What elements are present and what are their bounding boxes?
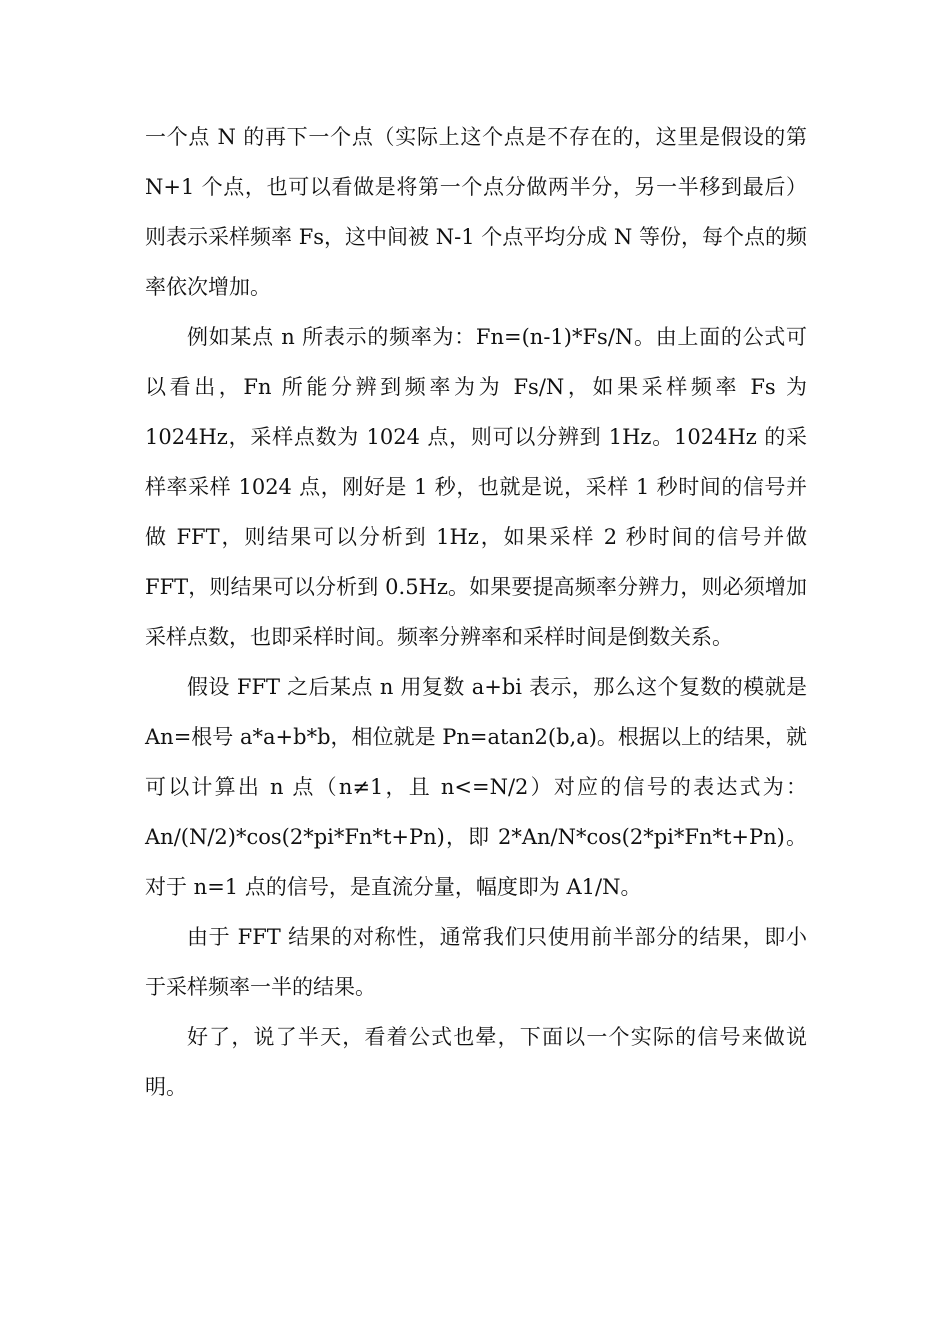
paragraph-3: 假设 FFT 之后某点 n 用复数 a+bi 表示，那么这个复数的模就是 An=根号 a*a+b*b，相位就是 Pn=atan2(b,a)。根据以上的结果，就可以计算出 n 点（n≠1，且 n<=N/2）对应的信号的表达式为：An/(N/2)*cos(2*pi*Fn*t+Pn)，即 2*An/N*cos(2*pi*Fn*t+Pn)。对于 n=1 点的信号，是直流分量，幅度即为 A1/N。: [145, 675, 807, 899]
document-page: [145, 112, 807, 1112]
paragraph-2: 例如某点 n 所表示的频率为：Fn=(n-1)*Fs/N。由上面的公式可以看出，Fn 所能分辨到频率为为 Fs/N，如果采样频率 Fs 为 1024Hz，采样点数为 1024 点，则可以分辨到 1Hz。1024Hz 的采样率采样 1024 点，刚好是 1 秒，也就是说，采样 1 秒时间的信号并做 FFT，则结果可以分析到 1Hz，如果采样 2 秒时间的信号并做 FFT，则结果可以分析到 0.5Hz。如果要提高频率分辨力，则必须增加采样点数，也即采样时间。频率分辨率和采样时间是倒数关系。: [145, 325, 807, 649]
paragraph-5: 好了，说了半天，看着公式也晕，下面以一个实际的信号来做说明。: [145, 1025, 807, 1099]
paragraph-4: 由于 FFT 结果的对称性，通常我们只使用前半部分的结果，即小于采样频率一半的结果。: [145, 925, 807, 999]
paragraph-1: 一个点 N 的再下一个点（实际上这个点是不存在的，这里是假设的第 N+1 个点，也可以看做是将第一个点分做两半分，另一半移到最后）则表示采样频率 Fs，这中间被 N-1 个点平均分成 N 等份，每个点的频率依次增加。: [145, 125, 807, 299]
